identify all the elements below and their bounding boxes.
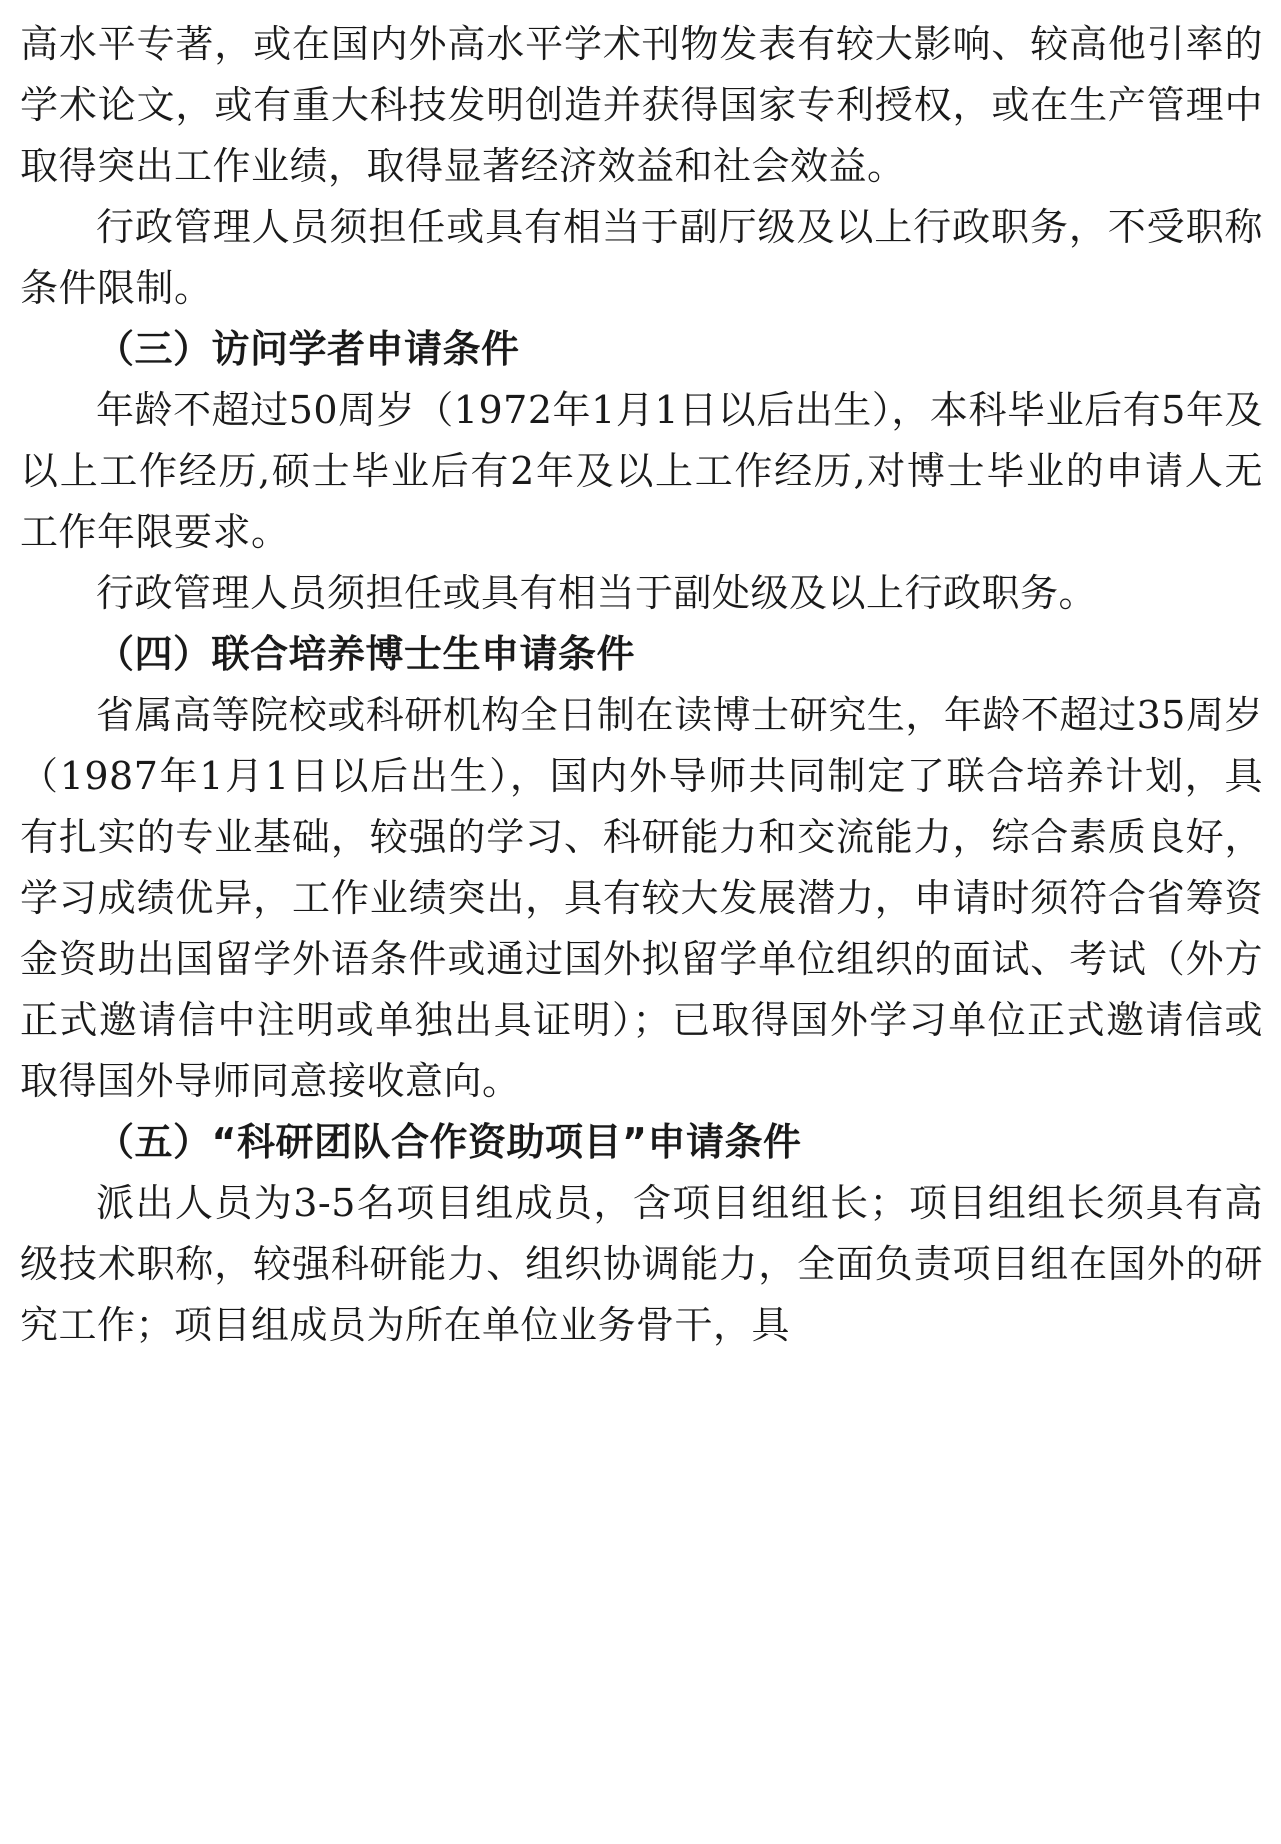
paragraph-joint-phd-conditions: 省属高等院校或科研机构全日制在读博士研究生，年龄不超过35周岁（1987年1月1日以后出生），国内外导师共同制定了联合培养计划，具有扎实的专业基础，较强的学习、科研能力和交流能力，综合素质良好，学习成绩优异，工作业绩突出，具有较大发展潜力，申请时须符合省筹资金资助出国留学外语条件或通过国外拟留学单位组织的面试、考试（外方正式邀请信中注明或单独出具证明）；已取得国外学习单位正式邀请信或取得国外导师同意接收意向。 <box>20 693 1263 1103</box>
section-heading-visiting-scholar: （三）访问学者申请条件 <box>96 327 520 371</box>
paragraph-admin-deputy-division: 行政管理人员须担任或具有相当于副处级及以上行政职务。 <box>96 571 1098 615</box>
section-heading-research-team: （五）“科研团队合作资助项目”申请条件 <box>96 1120 802 1164</box>
paragraph-visiting-scholar-age: 年龄不超过50周岁（1972年1月1日以后出生），本科毕业后有5年及以上工作经历,硕士毕业后有2年及以上工作经历,对博士毕业的申请人无工作年限要求。 <box>20 388 1263 554</box>
paragraph-admin-deputy-department: 行政管理人员须担任或具有相当于副厅级及以上行政职务，不受职称条件限制。 <box>20 205 1263 310</box>
paragraph-research-achievements: 高水平专著，或在国内外高水平学术刊物发表有较大影响、较高他引率的学术论文，或有重大科技发明创造并获得国家专利授权，或在生产管理中取得突出工作业绩，取得显著经济效益和社会效益。 <box>20 22 1263 188</box>
section-heading-joint-phd: （四）联合培养博士生申请条件 <box>96 632 636 676</box>
paragraph-research-team-conditions: 派出人员为3-5名项目组成员，含项目组组长；项目组组长须具有高级技术职称，较强科研能力、组织协调能力，全面负责项目组在国外的研究工作；项目组成员为所在单位业务骨干，具 <box>20 1181 1263 1347</box>
